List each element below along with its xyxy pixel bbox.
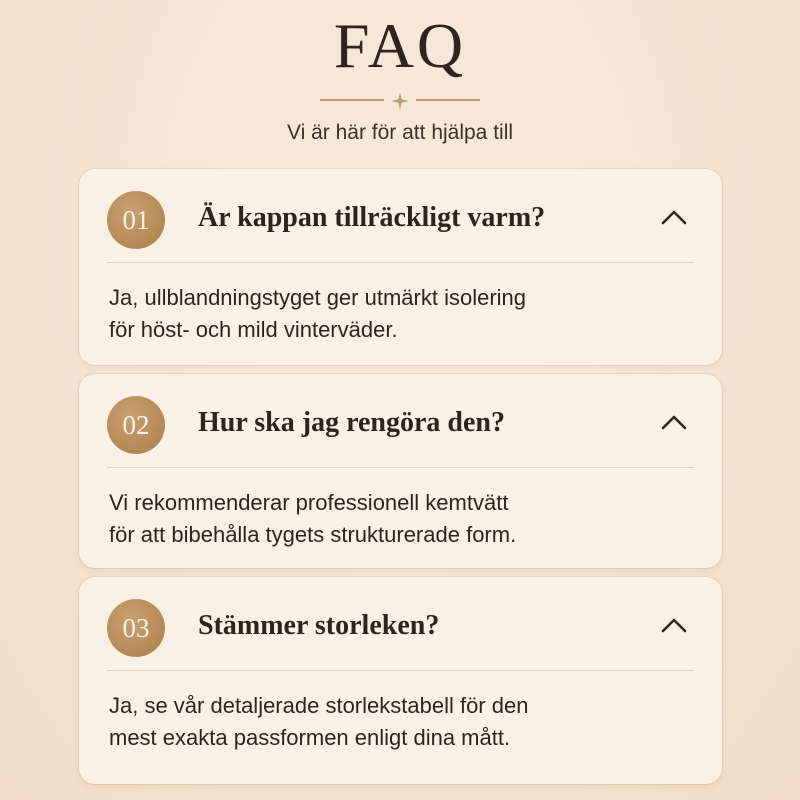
- faq-answer: [109, 487, 689, 551]
- faq-separator: [107, 467, 694, 468]
- faq-answer: [109, 690, 689, 754]
- page-title: FAQ: [333, 10, 467, 81]
- faq-answer-line: mest exakta passformen enligt dina mått.: [109, 725, 511, 750]
- faq-item-header[interactable]: [79, 374, 722, 467]
- faq-item-header[interactable]: [79, 577, 722, 670]
- divider-line-right: [416, 99, 480, 101]
- faq-number-badge: 02: [107, 396, 165, 454]
- faq-answer: [109, 282, 689, 346]
- faq-answer-line: för att bibehålla tygets strukturerade form.: [109, 522, 517, 547]
- title-divider: [320, 92, 480, 108]
- faq-separator: [107, 670, 694, 671]
- faq-item-3: [79, 577, 722, 784]
- faq-question: Hur ska jag rengöra den?: [198, 407, 505, 438]
- faq-number-badge: 03: [107, 599, 165, 657]
- faq-answer-line: för höst- och mild vinterväder.: [109, 317, 398, 342]
- faq-separator: [107, 262, 694, 263]
- faq-answer-line: Ja, se vår detaljerade storlekstabell för den: [109, 693, 529, 718]
- faq-question: Är kappan tillräckligt varm?: [198, 202, 546, 233]
- faq-number-badge: 01: [107, 191, 165, 249]
- faq-item-header[interactable]: [79, 169, 722, 262]
- faq-answer-line: Ja, ullblandningstyget ger utmärkt isolering: [109, 285, 527, 310]
- chevron-up-icon[interactable]: [660, 207, 688, 227]
- chevron-up-icon[interactable]: [660, 412, 688, 432]
- faq-question: Stämmer storleken?: [198, 610, 440, 641]
- page-subtitle: Vi är här för att hjälpa till: [286, 121, 514, 144]
- divider-line-left: [320, 99, 384, 101]
- faq-item-1: [79, 169, 722, 365]
- sparkle-icon: [391, 92, 409, 110]
- chevron-up-icon[interactable]: [660, 615, 688, 635]
- faq-item-2: [79, 374, 722, 568]
- faq-answer-line: Vi rekommenderar professionell kemtvätt: [109, 490, 509, 515]
